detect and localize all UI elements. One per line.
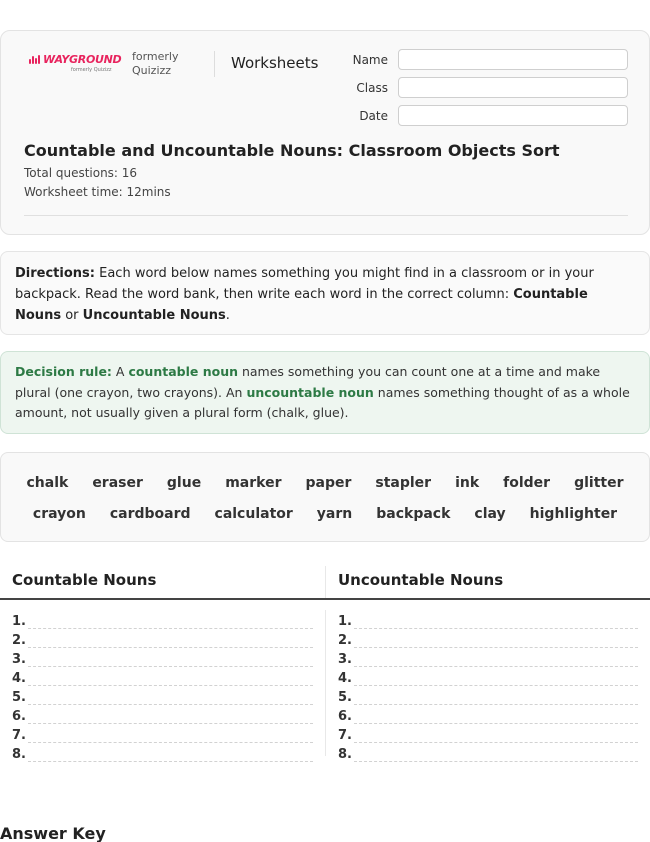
word-bank-item: eraser: [92, 474, 143, 491]
blank-line[interactable]: [28, 674, 313, 686]
answer-line[interactable]: [0, 648, 325, 667]
page-title: Countable and Uncountable Nouns: Classroom Objects Sort: [24, 141, 560, 160]
word-bank-item: crayon: [32, 505, 86, 522]
answer-line[interactable]: [0, 610, 325, 629]
directions-end: .: [225, 308, 230, 323]
decision-rule-part1: A: [111, 364, 129, 379]
directions-or: or: [61, 308, 83, 323]
answer-line[interactable]: [326, 724, 650, 743]
name-field[interactable]: [398, 49, 628, 70]
answer-line[interactable]: [0, 724, 325, 743]
logo-wave-icon: [29, 55, 40, 64]
answer-line[interactable]: [0, 629, 325, 648]
header-divider: [214, 51, 215, 77]
line-number: 8.: [12, 747, 26, 762]
word-bank-row-2: [1, 498, 649, 529]
formerly-quizizz-label: formerly Quizizz: [132, 50, 179, 77]
answer-line[interactable]: [326, 667, 650, 686]
worksheet-time: Worksheet time: 12mins: [24, 185, 171, 199]
name-field-row: [341, 49, 628, 70]
blank-line[interactable]: [28, 636, 313, 648]
answer-key-heading: Answer Key: [0, 824, 106, 842]
answer-line[interactable]: [0, 686, 325, 705]
word-bank-item: marker: [225, 474, 282, 491]
worksheet-header: [0, 30, 650, 235]
directions-uncountable: Uncountable Nouns: [82, 308, 226, 323]
word-bank: [0, 452, 650, 542]
directions-text: Each word below names something you might find in a classroom or in your backpack. Read the word bank, then write each word in the correct column:: [15, 266, 594, 302]
answer-line[interactable]: [326, 686, 650, 705]
blank-line[interactable]: [28, 693, 313, 705]
blank-line[interactable]: [28, 712, 313, 724]
answer-line[interactable]: [0, 667, 325, 686]
answer-line[interactable]: [0, 743, 325, 762]
decision-rule-lead: Decision rule:: [15, 364, 112, 379]
answer-line[interactable]: [326, 648, 650, 667]
answer-line[interactable]: [326, 705, 650, 724]
name-label: Name: [352, 52, 388, 67]
line-number: 2.: [12, 633, 26, 648]
line-number: 5.: [12, 690, 26, 705]
blank-line[interactable]: [354, 617, 638, 629]
date-field-row: [341, 105, 628, 126]
word-bank-item: chalk: [26, 474, 69, 491]
blank-line[interactable]: [354, 655, 638, 667]
blank-line[interactable]: [354, 693, 638, 705]
blank-line[interactable]: [28, 731, 313, 743]
line-number: 5.: [338, 690, 352, 705]
countable-answer-lines: [0, 610, 325, 762]
worksheets-label: Worksheets: [231, 54, 319, 72]
directions-box: [0, 251, 650, 335]
blank-line[interactable]: [28, 617, 313, 629]
decision-rule-part2: names something you can count one at a time and make plural (one crayon, two crayons). An: [15, 364, 601, 400]
line-number: 3.: [338, 652, 352, 667]
date-label: Date: [359, 108, 388, 123]
logo-subtext: formerly Quizizz: [71, 67, 112, 73]
class-field-row: [341, 77, 628, 98]
word-bank-item: clay: [474, 505, 506, 522]
uncountable-column-title: Uncountable Nouns: [338, 571, 504, 589]
word-bank-item: yarn: [316, 505, 353, 522]
blank-line[interactable]: [354, 636, 638, 648]
class-label: Class: [356, 80, 388, 95]
word-bank-item: backpack: [376, 505, 451, 522]
line-number: 6.: [338, 709, 352, 724]
blank-line[interactable]: [354, 674, 638, 686]
word-bank-item: calculator: [214, 505, 293, 522]
line-number: 7.: [12, 728, 26, 743]
date-field[interactable]: [398, 105, 628, 126]
uncountable-answer-lines: [325, 610, 650, 762]
word-bank-item: ink: [455, 474, 480, 491]
total-questions: Total questions: 16: [24, 166, 138, 180]
word-bank-item: highlighter: [529, 505, 618, 522]
word-bank-item: folder: [503, 474, 551, 491]
column-header-rule: [0, 598, 650, 600]
line-number: 1.: [338, 614, 352, 629]
answer-line[interactable]: [326, 629, 650, 648]
word-bank-item: glitter: [574, 474, 624, 491]
countable-column-title: Countable Nouns: [12, 571, 157, 589]
uncountable-column-header: [325, 566, 650, 599]
answer-line[interactable]: [326, 610, 650, 629]
line-number: 1.: [12, 614, 26, 629]
line-number: 2.: [338, 633, 352, 648]
line-number: 4.: [338, 671, 352, 686]
class-field[interactable]: [398, 77, 628, 98]
blank-line[interactable]: [354, 712, 638, 724]
logo-text: WAYGROUND: [43, 53, 122, 66]
answer-line[interactable]: [326, 743, 650, 762]
answer-line[interactable]: [0, 705, 325, 724]
uncountable-noun-term: uncountable noun: [246, 384, 374, 400]
word-bank-item: paper: [305, 474, 352, 491]
header-rule: [24, 215, 628, 216]
decision-rule-box: [0, 351, 650, 434]
countable-noun-term: countable noun: [128, 364, 238, 379]
blank-line[interactable]: [354, 731, 638, 743]
line-number: 7.: [338, 728, 352, 743]
word-bank-item: cardboard: [109, 505, 191, 522]
word-bank-item: glue: [166, 474, 202, 491]
line-number: 8.: [338, 747, 352, 762]
line-number: 4.: [12, 671, 26, 686]
line-number: 3.: [12, 652, 26, 667]
decision-rule-part3: names something thought of as a whole amount, not usually given a plural form (chalk, glue).: [15, 384, 630, 420]
line-number: 6.: [12, 709, 26, 724]
blank-line[interactable]: [28, 655, 313, 667]
wayground-logo: [29, 53, 122, 73]
word-bank-row-1: [1, 467, 649, 498]
countable-column-header: [0, 566, 325, 599]
directions-countable: Countable Nouns: [15, 287, 588, 323]
directions-lead: Directions:: [15, 266, 95, 281]
blank-line[interactable]: [28, 750, 313, 762]
blank-line[interactable]: [354, 750, 638, 762]
word-bank-item: stapler: [375, 474, 432, 491]
